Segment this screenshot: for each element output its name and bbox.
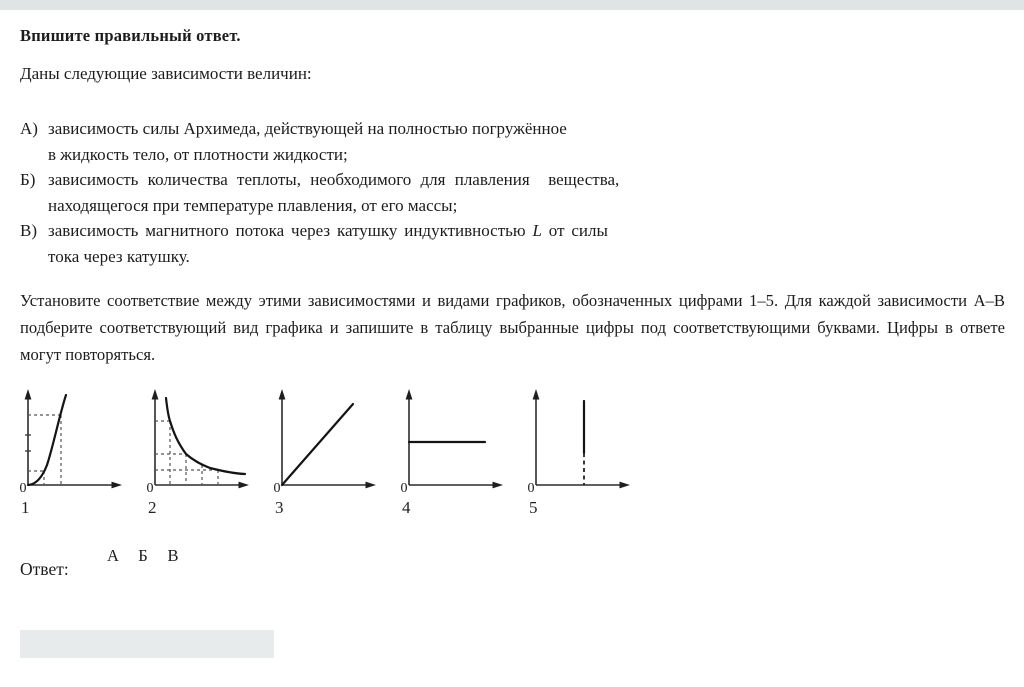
list-marker-b: Б) bbox=[20, 170, 36, 189]
graphs-row bbox=[20, 385, 638, 518]
intro-text: Даны следующие зависимости величин: bbox=[20, 64, 312, 83]
list-item-a-line2: в жидкость тело, от плотности жидкости; bbox=[48, 144, 348, 164]
list-item-a-text bbox=[48, 116, 644, 167]
list-item-a bbox=[20, 116, 644, 167]
y-axis-arrow-icon bbox=[279, 389, 286, 400]
list-item-b-line2: находящегося при температуре плавления, от его массы; bbox=[48, 195, 458, 215]
list-item-v-line1 bbox=[48, 218, 644, 244]
list-item-v-text bbox=[48, 218, 644, 269]
origin-label: 0 bbox=[274, 481, 281, 496]
inductance-symbol: L bbox=[532, 221, 542, 240]
graph-2-plot bbox=[147, 385, 257, 497]
graph-1-plot bbox=[20, 385, 130, 497]
graph-4-plot bbox=[401, 385, 511, 497]
graph-5-plot bbox=[528, 385, 638, 497]
graph-2 bbox=[147, 385, 257, 518]
answer-col-v: В bbox=[167, 546, 179, 565]
graph-5 bbox=[528, 385, 638, 518]
list-item-b bbox=[20, 167, 644, 218]
answer-col-b: Б bbox=[138, 546, 148, 565]
graph-1-number: 1 bbox=[21, 498, 30, 517]
list-marker-a: А) bbox=[20, 119, 38, 138]
graph-4-number: 4 bbox=[402, 498, 411, 517]
graph-3 bbox=[274, 385, 384, 518]
dependency-list bbox=[20, 116, 644, 269]
y-axis-arrow-icon bbox=[152, 389, 159, 400]
list-item-b-text bbox=[48, 167, 644, 218]
graph-5-number: 5 bbox=[529, 498, 538, 517]
graph-3-number: 3 bbox=[275, 498, 284, 517]
origin-label: 0 bbox=[401, 481, 408, 496]
graph-4 bbox=[401, 385, 511, 518]
instruction-text: Установите соответствие между этими зависимостями и видами графиков, обозначенных цифрами 1–5. Для каждой зависимости А–В подберите соответствующий вид графика и запишите в таблицу выбранные цифры под соответствующими буквами. Цифры в ответе могут повторяться. bbox=[20, 291, 1005, 364]
answer-area bbox=[20, 546, 320, 586]
origin-label: 0 bbox=[528, 481, 535, 496]
graph-1 bbox=[20, 385, 130, 518]
x-axis-arrow-icon bbox=[239, 482, 250, 489]
x-axis-arrow-icon bbox=[112, 482, 123, 489]
y-axis-arrow-icon bbox=[25, 389, 32, 400]
answer-col-a: А bbox=[107, 546, 119, 565]
x-axis-arrow-icon bbox=[620, 482, 631, 489]
list-item-v-line1-pre: зависимость магнитного потока через катушку индуктивностью bbox=[48, 221, 533, 240]
x-axis-arrow-icon bbox=[493, 482, 504, 489]
answer-label: Ответ: bbox=[20, 559, 69, 579]
top-bar bbox=[0, 0, 1024, 10]
graph-3-plot bbox=[274, 385, 384, 497]
y-axis-arrow-icon bbox=[406, 389, 413, 400]
list-item-v-line2: тока через катушку. bbox=[48, 246, 190, 266]
list-item-v-line1-post: от силы bbox=[541, 221, 608, 240]
x-axis-arrow-icon bbox=[366, 482, 377, 489]
page-title: Впишите правильный ответ. bbox=[20, 26, 241, 45]
list-item-b-line1: зависимость количества теплоты, необходимого для плавления вещества, bbox=[48, 170, 620, 189]
origin-label: 0 bbox=[147, 481, 154, 496]
list-marker-v: В) bbox=[20, 221, 37, 240]
graph-2-number: 2 bbox=[148, 498, 157, 517]
list-item-v bbox=[20, 218, 644, 269]
origin-label: 0 bbox=[20, 481, 27, 496]
answer-input[interactable] bbox=[20, 630, 274, 658]
y-axis-arrow-icon bbox=[533, 389, 540, 400]
list-item-a-line1: зависимость силы Архимеда, действующей на полностью погружённое bbox=[48, 119, 567, 138]
answer-column-headers bbox=[98, 546, 188, 566]
